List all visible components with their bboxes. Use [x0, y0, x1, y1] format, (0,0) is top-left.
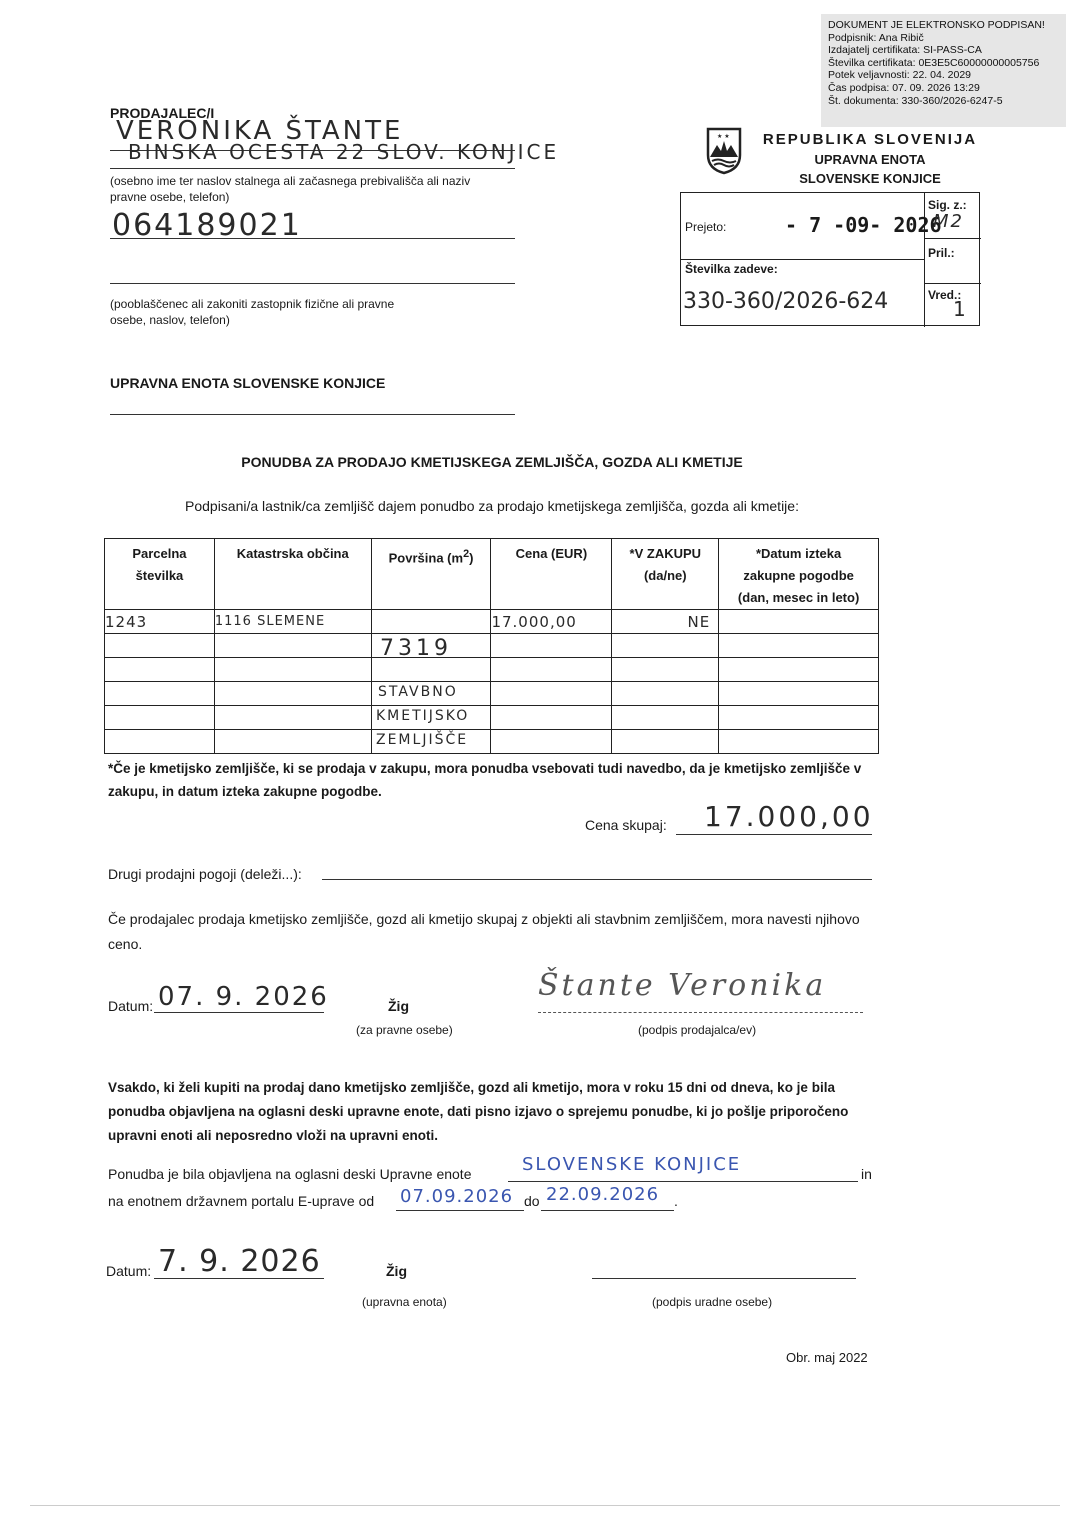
table-row — [105, 610, 879, 634]
prejeto-date: - 7 -09- 2026 — [785, 213, 942, 237]
pril-label: Pril.: — [928, 246, 955, 260]
cell-parcela: 1243 — [105, 610, 215, 634]
vred-value: 1 — [953, 297, 968, 321]
published-from: 07.09.2026 — [400, 1186, 514, 1207]
sig-value: M2 — [933, 211, 964, 232]
prejeto-label: Prejeto: — [685, 220, 727, 234]
seller-label: PRODAJALEC/I — [110, 105, 215, 121]
datum2-value: 7. 9. 2026 — [158, 1244, 321, 1279]
vrsta-line-3: ZEMLJIŠČE — [376, 732, 469, 748]
cell-datum — [719, 610, 879, 634]
vrsta-line-2: KMETIJSKO — [376, 708, 470, 724]
col-povrsina: Površina $(m^2)$ — [371, 539, 491, 610]
col-zakup: *V ZAKUPU (da/ne) — [612, 539, 719, 610]
zig-label: Žig — [388, 998, 409, 1014]
published-do: do — [524, 1193, 540, 1209]
table-row — [105, 658, 879, 682]
published-dot: . — [674, 1193, 678, 1209]
stevilka-value: 330-360/2026-624 — [683, 289, 889, 314]
signature-caption: (podpis prodajalca/ev) — [638, 1023, 757, 1037]
datum2-label: Datum: — [106, 1263, 152, 1279]
cell-povrsina — [371, 610, 491, 634]
total-label: Cena skupaj: — [585, 817, 667, 833]
cell-zakup: NE — [612, 610, 719, 634]
cell-cena: 17.000,00 — [491, 610, 612, 634]
published-in: in — [861, 1166, 872, 1182]
intro-text: Podpisani/a lastnik/ca zemljišč dajem ponudbo za prodajo kmetijskega zemljišča, gozda ali kmetije: — [185, 498, 799, 514]
coat-of-arms-icon — [704, 127, 744, 175]
objects-text: Če prodajalec prodaja kmetijsko zemljišče, gozd ali kmetijo skupaj z objekti ali stavbnim zemljiščem, mora navesti njihovo ceno. — [108, 911, 860, 952]
esig-line: Podpisnik: Ana Ribič — [828, 31, 924, 44]
col-datum-izteka: *Datum izteka zakupne pogodbe (dan, mesec in leto) — [719, 539, 879, 610]
povrsina-value: 7319 — [380, 636, 452, 661]
zig2-label: Žig — [386, 1263, 407, 1279]
seller-signature: Štante Veronika — [538, 968, 827, 1003]
republika-label: REPUBLIKA SLOVENIJA — [762, 131, 978, 148]
published-text-1: Ponudba je bila objavljena na oglasni deski Upravne enote — [108, 1166, 472, 1182]
esig-line: Čas podpisa: 07. 09. 2026 13:29 — [828, 81, 980, 94]
seller-address: BINSKA OCESTA 22 SLOV. KONJICE — [128, 140, 560, 164]
total-value: 17.000,00 — [704, 800, 874, 833]
sig-label: Sig. z.: — [928, 198, 967, 212]
col-parcela: Parcelna številka — [105, 539, 215, 610]
cell-ko: 1116 SLEMENE — [214, 610, 371, 634]
zig2-caption: (upravna enota) — [362, 1295, 447, 1309]
zakup-note: *Če je kmetijsko zemljišče, ki se prodaja v zakupu, mora ponudba vsebovati tudi navedbo, da je kmetijsko zemljišče v zakupu, in datum izteka zakupne pogodbe. — [108, 761, 862, 799]
vred-label: Vred.: — [928, 288, 962, 302]
datum-value: 07. 9. 2026 — [158, 982, 329, 1012]
published-to: 22.09.2026 — [546, 1184, 660, 1205]
table-header-row — [105, 539, 879, 610]
other-conditions-label: Drugi prodajni pogoji (deleži...): — [108, 866, 302, 882]
datum-label: Datum: — [108, 998, 154, 1014]
col-cena: Cena (EUR) — [491, 539, 612, 610]
official-signature-caption: (podpis uradne osebe) — [652, 1295, 773, 1309]
vrsta-line-1: STAVBNO — [378, 684, 458, 700]
published-text-2: na enotnem državnem portalu E-uprave od — [108, 1193, 375, 1209]
proxy-caption: (pooblaščenec ali zakoniti zastopnik fizične ali pravne osebe, naslov, telefon) — [110, 297, 395, 327]
esig-line: DOKUMENT JE ELEKTRONSKO PODPISAN! — [828, 19, 1045, 31]
table-row — [105, 706, 879, 730]
esig-line: Št. dokumenta: 330-360/2026-6247-5 — [828, 94, 1003, 107]
table-row — [105, 730, 879, 754]
esig-line: Potek veljavnosti: 22. 04. 2029 — [828, 69, 972, 82]
form-title: PONUDBA ZA PRODAJO KMETIJSKEGA ZEMLJIŠČA, GOZDA ALI KMETIJE — [241, 454, 743, 470]
received-stamp — [680, 192, 980, 326]
svg-text:★ ★: ★ ★ — [717, 133, 730, 140]
instruction-text: Vsakdo, ki želi kupiti na prodaj dano kmetijsko zemljišče, gozd ali kmetijo, mora v roku 15 dni od dneva, ko je bila ponudba objavljena na oglasni deski upravne enote, dati pisno izjavo o sprejemu ponudbe, ki jo pošlje priporočeno upravni enoti ali neposredno vloži na upravni enoti. — [108, 1080, 849, 1143]
stamp-header — [750, 131, 990, 186]
recipient-label: UPRAVNA ENOTA SLOVENSKE KONJICE — [110, 375, 386, 391]
parcels-table — [104, 538, 879, 754]
esig-line: Številka certifikata: 0E3E5C60000000005756 — [828, 56, 1040, 69]
zig-caption: (za pravne osebe) — [356, 1023, 453, 1037]
upravna-enota-label: UPRAVNA ENOTA — [814, 152, 926, 167]
electronic-signature-box — [821, 14, 1066, 127]
form-version: Obr. maj 2022 — [786, 1350, 868, 1365]
table-row — [105, 682, 879, 706]
seller-phone: 064189021 — [112, 208, 302, 243]
esig-line: Izdajatelj certifikata: SI-PASS-CA — [828, 44, 982, 57]
seller-name: VERONIKA ŠTANTE — [116, 116, 404, 146]
published-ue-value: SLOVENSKE KONJICE — [522, 1154, 742, 1175]
table-row — [105, 634, 879, 658]
ue-name-label: SLOVENSKE KONJICE — [799, 171, 941, 186]
col-katastrska-obcina: Katastrska občina — [214, 539, 371, 610]
stevilka-label: Številka zadeve: — [685, 262, 778, 276]
seller-caption: (osebno ime ter naslov stalnega ali začasnega prebivališča ali naziv pravne osebe, telefon) — [110, 174, 471, 204]
